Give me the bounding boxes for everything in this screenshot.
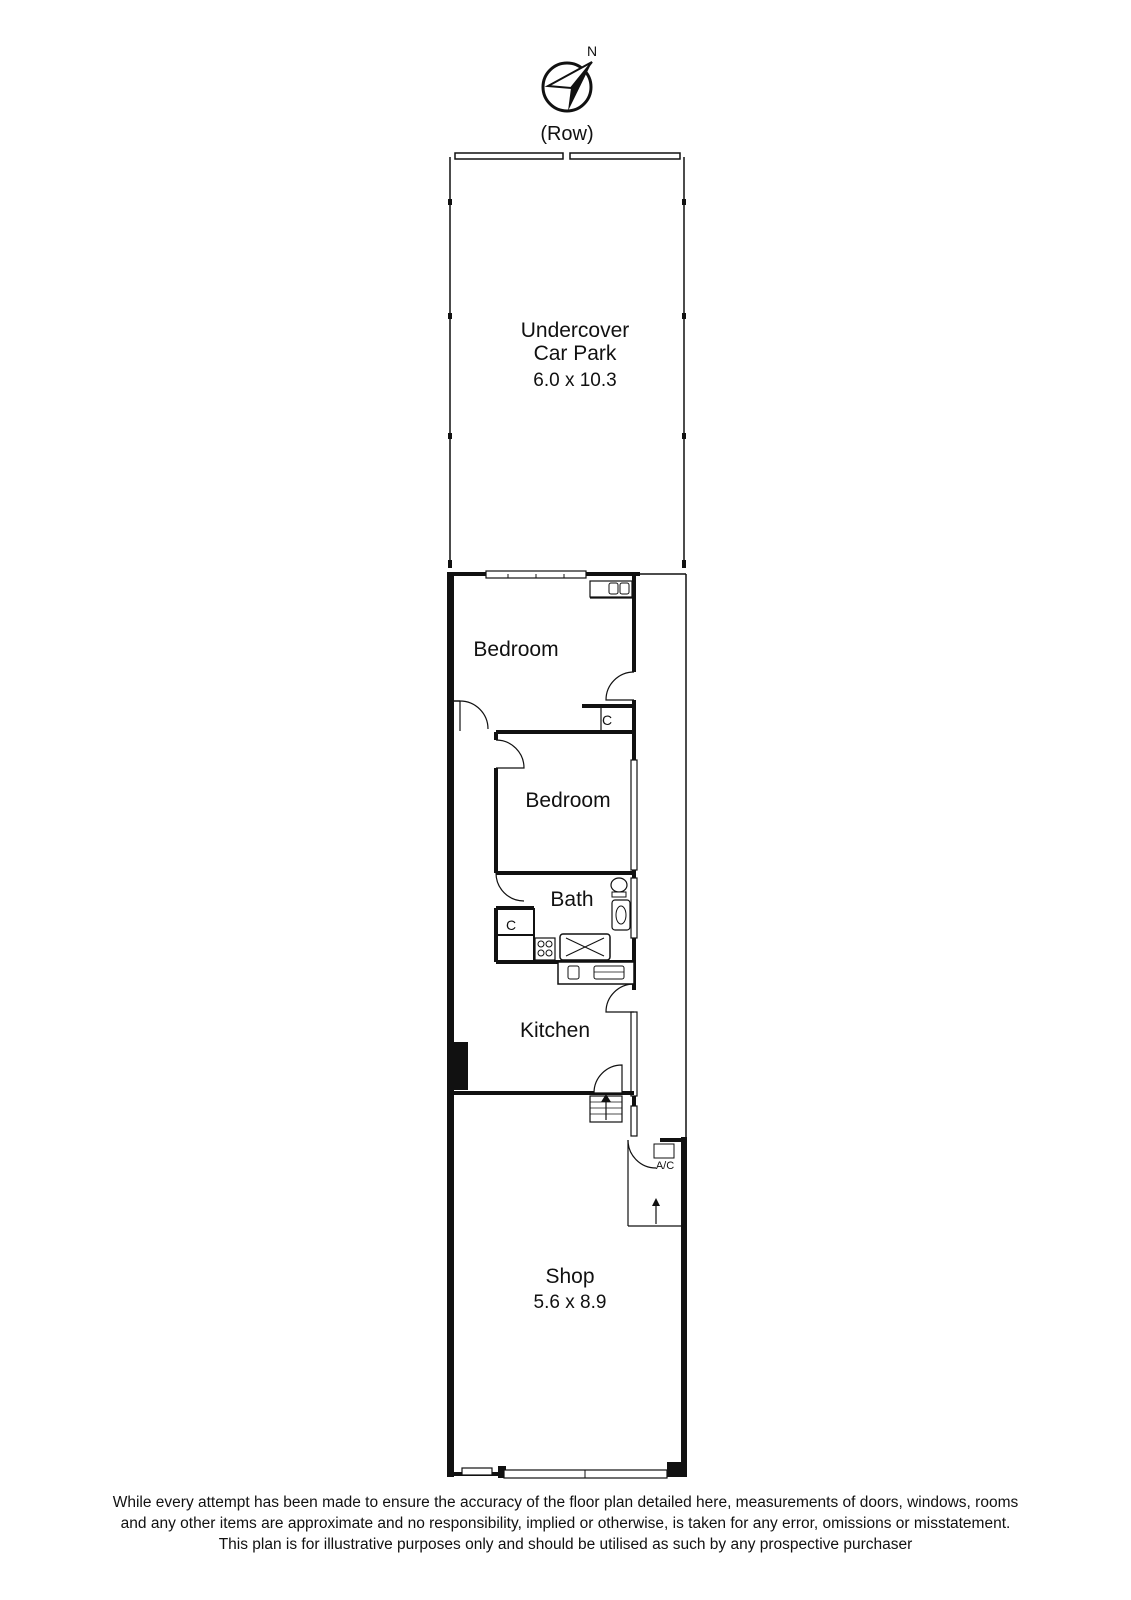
disclaimer-line-3: This plan is for illustrative purposes only and should be utilised as such by any prospective purchaser [218,1536,913,1553]
cupboard-label-1: C [601,712,613,728]
kitchen-label: Kitchen [519,1019,591,1042]
disclaimer-text [70,1492,1061,1555]
shop-dimensions: 5.6 x 8.9 [533,1292,607,1313]
bedroom-1-label: Bedroom [473,638,559,661]
disclaimer-line-1: While every attempt has been made to ensure the accuracy of the floor plan detailed here, measurements of doors, windows, rooms [112,1494,1019,1511]
car-park-label-line2: Car Park [533,342,617,365]
bath-label: Bath [550,888,594,911]
ac-label: A/C [655,1160,675,1172]
north-compass-icon [543,43,597,111]
bedroom-2-label: Bedroom [525,789,611,812]
car-park-dimensions: 6.0 x 10.3 [533,370,617,391]
row-label: (Row) [540,123,594,145]
disclaimer-line-2: and any other items are approximate and no responsibility, implied or otherwise, is taken for any error, omissions or misstatement. [120,1515,1011,1532]
shop-label: Shop [545,1265,595,1288]
cupboard-label-2: C [505,917,517,933]
car-park-label-line1: Undercover [520,319,630,342]
compass-north-label: N [586,43,598,59]
